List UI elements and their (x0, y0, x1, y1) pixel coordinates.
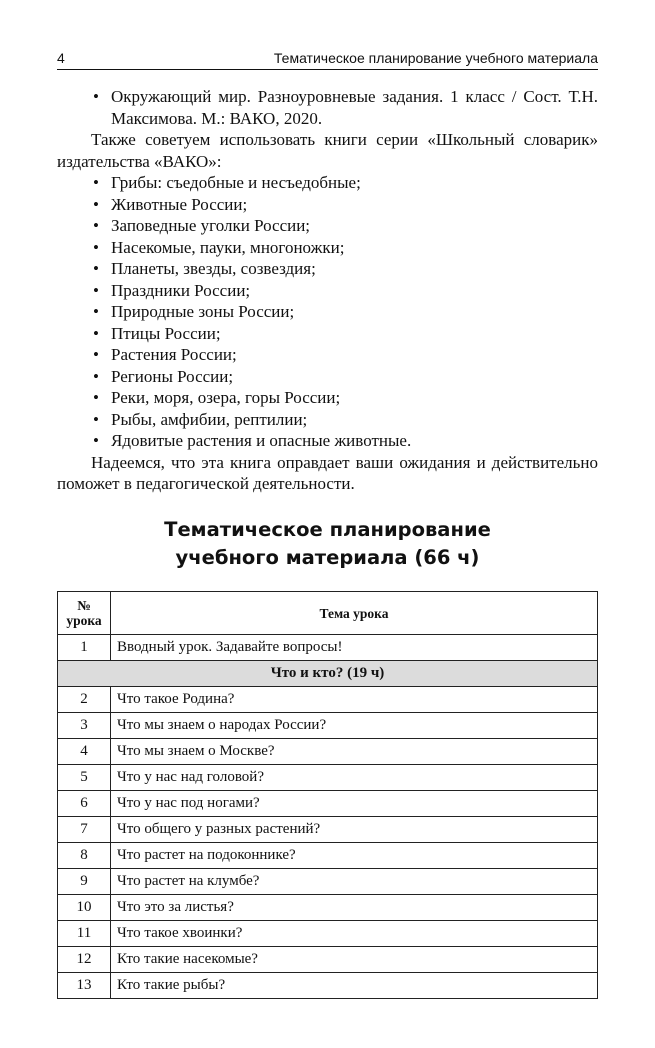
lesson-number: 4 (58, 739, 111, 765)
lesson-topic: Что у нас над головой? (111, 765, 598, 791)
lesson-number: 7 (58, 817, 111, 843)
series-book-item: • Планеты, звезды, созвездия; (57, 258, 598, 280)
body-text (57, 86, 598, 495)
running-header (57, 48, 598, 70)
lesson-number: 5 (58, 765, 111, 791)
series-book-item: • Природные зоны России; (57, 301, 598, 323)
lesson-number: 6 (58, 791, 111, 817)
table-header-row (58, 592, 598, 635)
lesson-plan-table (57, 591, 598, 999)
closing-paragraph: Надеемся, что эта книга оправдает ваши ожидания и действительно поможет в педагогической деятельности. (57, 452, 598, 493)
lesson-number: 12 (58, 947, 111, 973)
lesson-topic: Что растет на подоконнике? (111, 843, 598, 869)
reference-item: • Окружающий мир. Разноуровневые задания. 1 класс / Сост. Т.Н. Максимова. М.: ВАКО, 2020. (57, 86, 598, 129)
series-book-item: • Грибы: съедобные и несъедобные; (57, 172, 598, 194)
series-book-item: • Растения России; (57, 344, 598, 366)
series-book-item: • Реки, моря, озера, горы России; (57, 387, 598, 409)
lesson-number: 13 (58, 973, 111, 999)
series-book-item: • Заповедные уголки России; (57, 215, 598, 237)
section-title (57, 516, 598, 572)
table-row (58, 713, 598, 739)
series-book-item: • Регионы России; (57, 366, 598, 388)
lesson-topic: Кто такие насекомые? (111, 947, 598, 973)
lesson-topic: Что такое хвоинки? (111, 921, 598, 947)
table-row (58, 791, 598, 817)
lesson-number: 9 (58, 869, 111, 895)
table-row (58, 895, 598, 921)
table-row (58, 843, 598, 869)
lesson-topic: Что у нас под ногами? (111, 791, 598, 817)
series-book-list (57, 172, 598, 452)
series-book-item: • Ядовитые растения и опасные животные. (57, 430, 598, 452)
lesson-number: 11 (58, 921, 111, 947)
page-number: 4 (57, 50, 65, 66)
lesson-number: 8 (58, 843, 111, 869)
lesson-topic: Что мы знаем о народах России? (111, 713, 598, 739)
series-book-item: • Животные России; (57, 194, 598, 216)
lesson-topic: Что растет на клумбе? (111, 869, 598, 895)
table-row (58, 765, 598, 791)
table-row (58, 635, 598, 661)
lesson-number: 3 (58, 713, 111, 739)
lesson-number: 10 (58, 895, 111, 921)
lesson-number: 1 (58, 635, 111, 661)
lesson-topic: Кто такие рыбы? (111, 973, 598, 999)
series-book-item: • Праздники России; (57, 280, 598, 302)
column-header-number: № урока (58, 592, 111, 635)
table-row (58, 947, 598, 973)
lesson-topic: Вводный урок. Задавайте вопросы! (111, 635, 598, 661)
series-paragraph: Также советуем использовать книги серии «Школьный словарик» издательства «ВАКО»: (57, 130, 598, 171)
table-row (58, 687, 598, 713)
series-book-item: • Насекомые, пауки, многоножки; (57, 237, 598, 259)
table-row (58, 973, 598, 999)
section-label: Что и кто? (19 ч) (58, 661, 598, 687)
running-title: Тематическое планирование учебного материала (273, 50, 598, 66)
table-row (58, 921, 598, 947)
reference-list (57, 86, 598, 129)
header-rule (57, 69, 598, 70)
table-row (58, 869, 598, 895)
section-title-line-1: Тематическое планирование (164, 518, 491, 541)
table-row (58, 817, 598, 843)
section-row (58, 661, 598, 687)
table-row (58, 739, 598, 765)
section-title-line-2: учебного материала (66 ч) (175, 546, 480, 569)
series-book-item: • Птицы России; (57, 323, 598, 345)
column-header-topic: Тема урока (111, 592, 598, 635)
lesson-topic: Что общего у разных растений? (111, 817, 598, 843)
lesson-topic: Что такое Родина? (111, 687, 598, 713)
lesson-topic: Что мы знаем о Москве? (111, 739, 598, 765)
lesson-topic: Что это за листья? (111, 895, 598, 921)
series-book-item: • Рыбы, амфибии, рептилии; (57, 409, 598, 431)
lesson-number: 2 (58, 687, 111, 713)
